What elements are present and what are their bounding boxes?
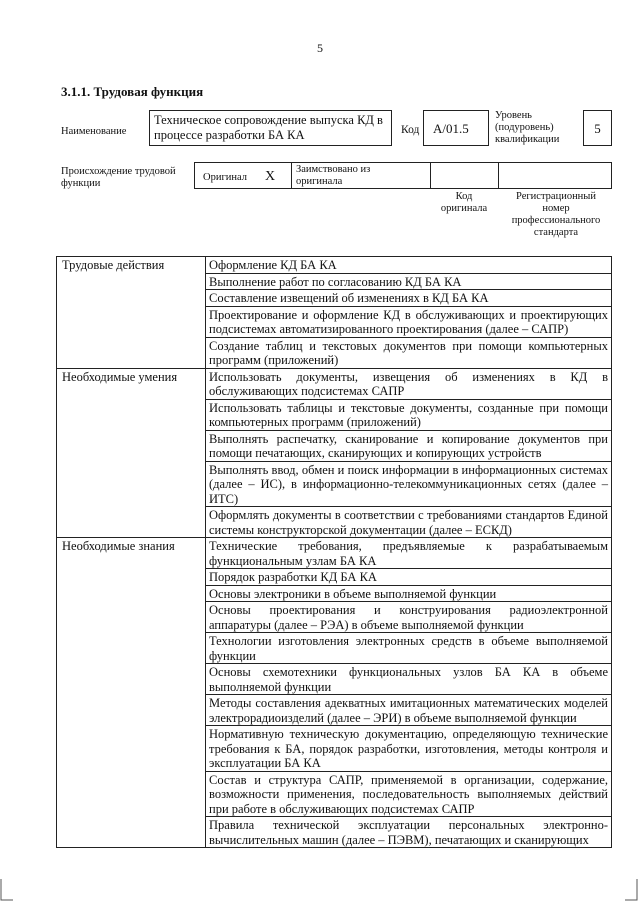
table-cell: Составление извещений об изменениях в КД БА КА <box>206 290 612 307</box>
labor-function-table <box>56 256 612 848</box>
table-cell: Основы схемотехники функциональных узлов БА КА в объеме выполняемой функции <box>206 664 612 695</box>
skills-section <box>57 368 612 538</box>
table-row <box>57 538 612 569</box>
scan-corner-mark-left <box>0 879 14 901</box>
code-label: Код <box>401 124 420 136</box>
table-row <box>57 257 612 274</box>
table-cell: Создание таблиц и текстовых документов при помощи компьютерных программ (приложений) <box>206 337 612 368</box>
table-cell: Использовать таблицы и текстовые документы, созданные при помощи компьютерных программ (приложений) <box>206 399 612 430</box>
table-cell: Нормативную техническую документацию, определяющую технические требования к БА, порядок разработки, изготовления, методы контроля и эксплуатации БА КА <box>206 726 612 772</box>
level-label: Уровень (подуровень) квалификации <box>495 110 560 145</box>
table-cell: Порядок разработки КД БА КА <box>206 569 612 586</box>
labor-actions-section <box>57 257 612 369</box>
table-cell: Технические требования, предъявляемые к разрабатываемым функциональным узлам БА КА <box>206 538 612 569</box>
table-cell: Правила технической эксплуатации персональных электронно-вычислительных машин (далее – ПЭВМ), печатающих и сканирующих <box>206 817 612 848</box>
origin-reg-cell <box>498 162 612 189</box>
function-name-value: Техническое сопровождение выпуска КД в процессе разработки БА КА <box>154 113 383 142</box>
original-mark: X <box>265 169 276 184</box>
origin-borrowed-cell <box>291 162 431 189</box>
level-value: 5 <box>594 121 601 136</box>
code-value: A/01.5 <box>433 121 469 136</box>
section-label-skills: Необходимые умения <box>57 368 206 538</box>
borrowed-label: Заимствовано из оригинала <box>296 164 371 187</box>
level-box <box>583 110 612 146</box>
original-label: Оригинал <box>203 172 247 183</box>
origin-reg-caption: Регистрационный номер профессионального стандарта <box>511 191 601 238</box>
table-cell: Выполнять распечатку, сканирование и копирование документов при помощи печатающих, сканирующих и копирующих устройств <box>206 430 612 461</box>
table-cell: Технологии изготовления электронных средств в объеме выполняемой функции <box>206 633 612 664</box>
table-cell: Оформление КД БА КА <box>206 257 612 274</box>
table-cell: Проектирование и оформление КД в обслуживающих и проектирующих подсистемах автоматизированного проектирования (далее – САПР) <box>206 306 612 337</box>
name-label: Наименование <box>61 126 127 137</box>
table-cell: Состав и структура САПР, применяемой в организации, содержание, возможности применения, последовательность выполняемых действий при работе в обслуживающих подсистемах САПР <box>206 771 612 817</box>
table-cell: Выполнять ввод, обмен и поиск информации в информационных системах (далее – ИС), в информационно-телекоммуникационных сетях (далее – ИТС) <box>206 461 612 507</box>
table-cell: Оформлять документы в соответствии с требованиями стандартов Единой системы конструкторской документации (далее – ЕСКД) <box>206 507 612 538</box>
function-name-box <box>149 110 392 146</box>
origin-original-cell <box>194 162 292 189</box>
section-title: 3.1.1. Трудовая функция <box>61 84 204 99</box>
table-cell: Выполнение работ по согласованию КД БА КА <box>206 273 612 290</box>
table-cell: Основы электроники в объеме выполняемой функции <box>206 585 612 602</box>
code-box <box>423 110 489 146</box>
table-cell: Основы проектирования и конструирования радиоэлектронной аппаратуры (далее – РЭА) в объеме выполняемой функции <box>206 602 612 633</box>
section-label-actions: Трудовые действия <box>57 257 206 369</box>
origin-code-cell <box>430 162 499 189</box>
knowledge-section <box>57 538 612 848</box>
scan-corner-mark-right <box>624 879 638 901</box>
origin-code-caption: Код оригинала <box>440 191 488 214</box>
page-number: 5 <box>317 41 323 55</box>
origin-label: Происхождение трудовой функции <box>61 166 176 189</box>
table-cell: Использовать документы, извещения об изменениях в КД в обслуживающих подсистемах САПР <box>206 368 612 399</box>
table-cell: Методы составления адекватных имитационных математических моделей электрорадиоизделий (далее – ЭРИ) в объеме выполняемой функции <box>206 695 612 726</box>
section-label-knowledge: Необходимые знания <box>57 538 206 848</box>
table-row <box>57 368 612 399</box>
